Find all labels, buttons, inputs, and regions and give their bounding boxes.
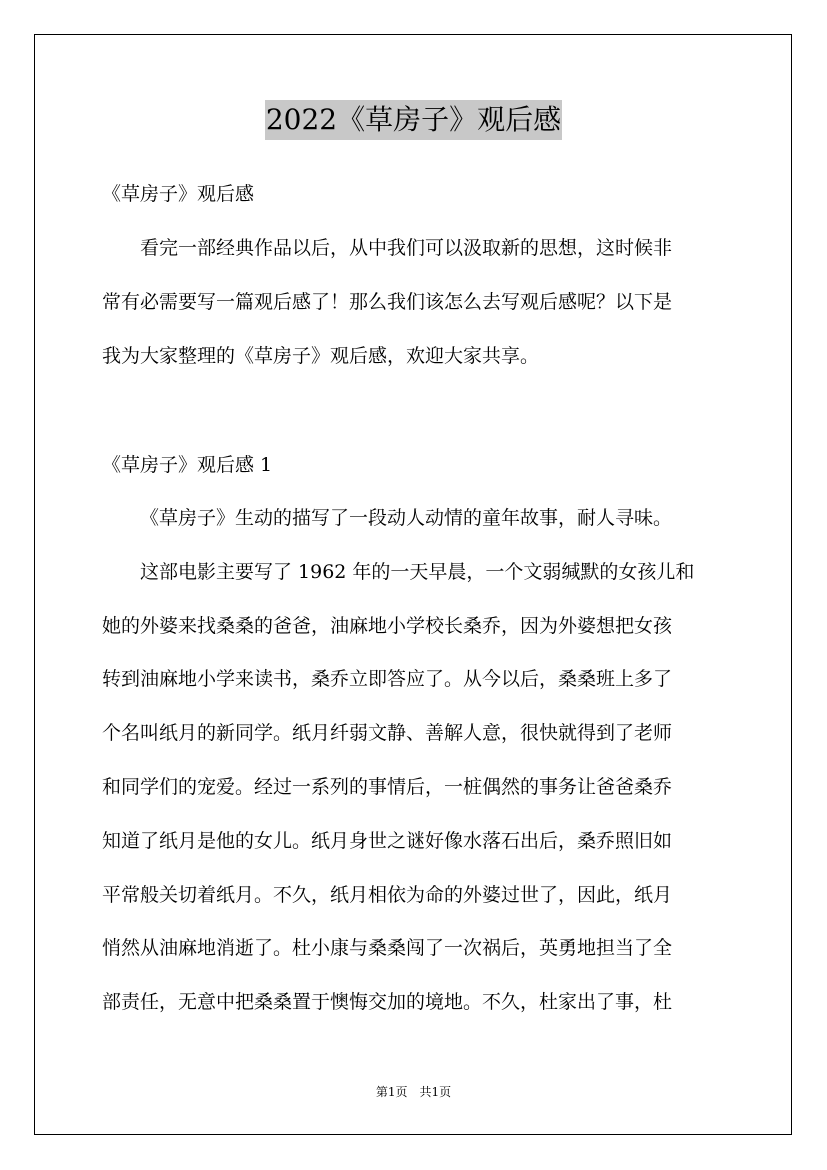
body-line: 她的外婆来找桑桑的爸爸，油麻地小学校长桑乔，因为外婆想把女孩 xyxy=(102,614,673,637)
body-line: 平常般关切着纸月。不久，纸月相依为命的外婆过世了，因此，纸月 xyxy=(102,883,673,906)
intro-paragraph xyxy=(102,222,726,383)
body-line: 个名叫纸月的新同学。纸月纤弱文静、善解人意，很快就得到了老师 xyxy=(102,722,673,745)
body-line: 《草房子》生动的描写了一段动人动情的童年故事，耐人寻味。 xyxy=(140,507,673,529)
title-container xyxy=(0,100,827,140)
document-title: 2022《草房子》观后感 xyxy=(265,100,562,140)
intro-line: 我为大家整理的《草房子》观后感，欢迎大家共享。 xyxy=(102,344,540,367)
body-line: 悄然从油麻地消逝了。杜小康与桑桑闯了一次祸后，英勇地担当了全 xyxy=(102,937,673,960)
intro-line: 看完一部经典作品以后，从中我们可以汲取新的思想，这时候非 xyxy=(140,237,673,259)
page-footer xyxy=(0,1083,827,1100)
body-paragraphs xyxy=(102,492,726,1030)
section-heading: 《草房子》观后感 1 xyxy=(102,454,273,476)
body-line: 这部电影主要写了 1962 年的一天早晨，一个文弱缄默的女孩儿和 xyxy=(140,560,695,583)
body-line: 部责任，无意中把桑桑置于懊悔交加的境地。不久，杜家出了事，杜 xyxy=(102,991,673,1014)
intro-line: 常有必需要写一篇观后感了！那么我们该怎么去写观后感呢？以下是 xyxy=(102,290,673,313)
body-line: 和同学们的宠爱。经过一系列的事情后，一桩偶然的事务让爸爸桑乔 xyxy=(102,775,673,798)
body-line: 知道了纸月是他的女儿。纸月身世之谜好像水落石出后，桑乔照旧如 xyxy=(102,829,673,852)
body-line: 转到油麻地小学来读书，桑乔立即答应了。从今以后，桑桑班上多了 xyxy=(102,668,673,691)
subtitle: 《草房子》观后感 xyxy=(102,183,255,205)
page-number: 第1页 共1页 xyxy=(375,1085,452,1099)
